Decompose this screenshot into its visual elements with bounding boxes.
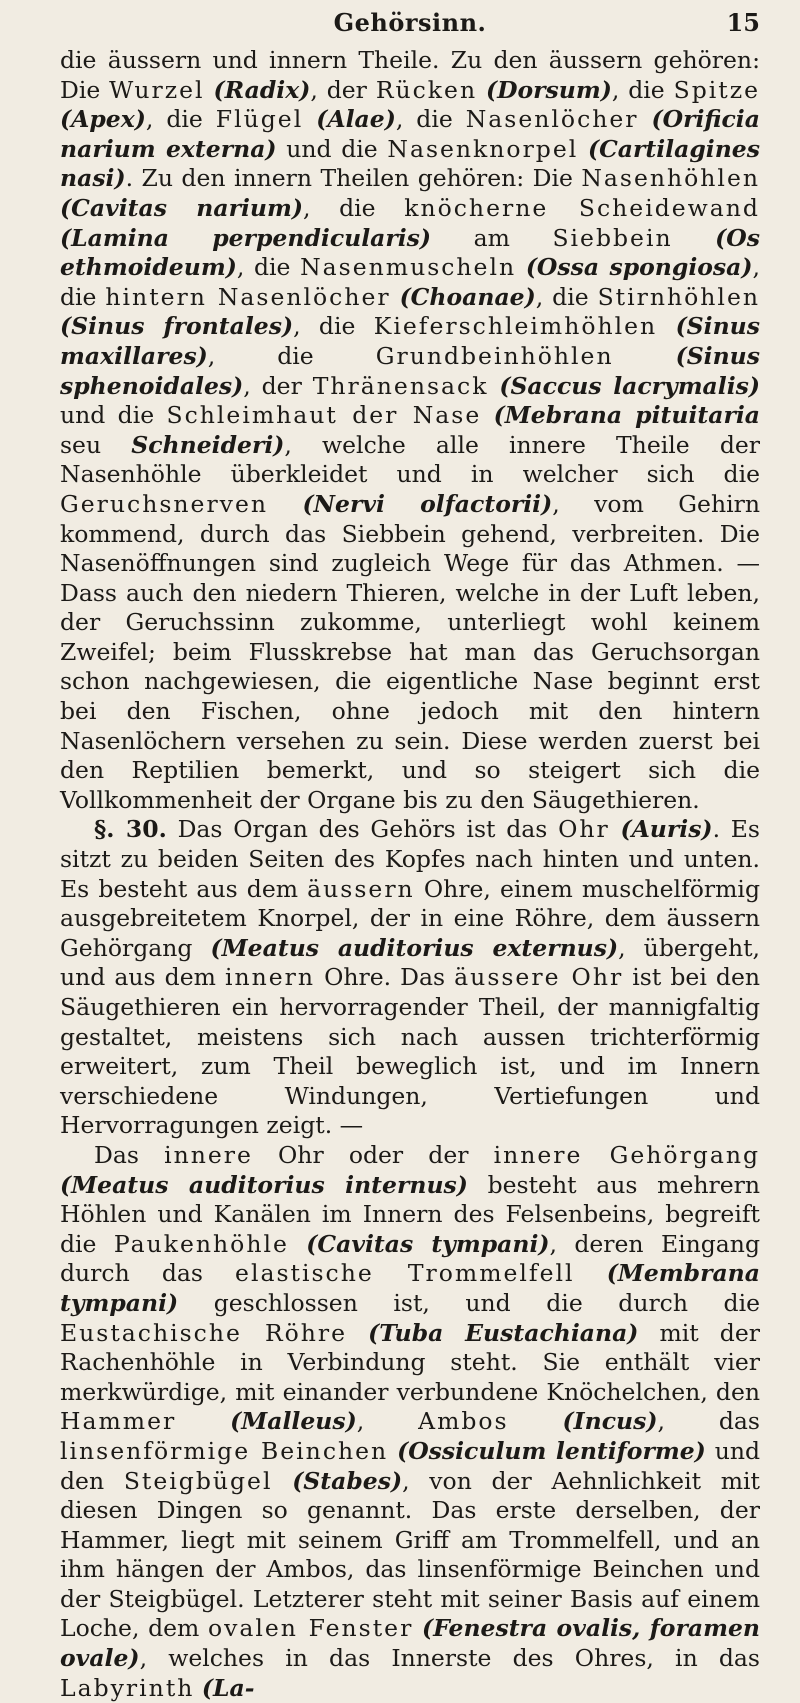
- spaced-term: innern: [224, 963, 316, 992]
- text-run: [303, 105, 316, 133]
- text-run: , die: [535, 282, 598, 311]
- body-text: [60, 46, 760, 1703]
- text-run: [268, 490, 302, 518]
- text-run: , welche alle innere Theile der Nasenhöhle überkleidet und in welcher sich die: [60, 430, 761, 489]
- text-run: [272, 1467, 292, 1495]
- spaced-term: Stirnhöhlen: [597, 282, 760, 311]
- latin-term: (Sinus frontales): [60, 312, 294, 341]
- text-run: [673, 224, 716, 252]
- text-run: , von der Aehnlichkeit mit diesen Dingen so genannt. Das erste derselben, der Hammer, liegt mit seinem Griff am Trommelfell, und an ihm hängen der Ambos, das linsenförmige Beinchen und der Steigbügel. Letzterer steht mit seiner Basis auf einem Loche, dem: [60, 1466, 760, 1643]
- text-run: seu: [60, 430, 132, 459]
- text-run: , die: [60, 253, 760, 311]
- text-run: , der: [243, 371, 313, 400]
- latin-term: (Membrana tympani): [60, 1259, 760, 1317]
- text-run: , die: [611, 75, 674, 104]
- latin-term: (Dorsum): [486, 75, 612, 104]
- spaced-term: innere Gehörgang: [493, 1140, 761, 1169]
- text-run: [176, 1407, 230, 1435]
- latin-term: (Lamina perpendicularis): [60, 223, 432, 252]
- text-run: , die: [395, 105, 466, 134]
- spaced-term: äussere Ohr: [454, 963, 624, 992]
- running-head: Gehörsinn.: [333, 8, 487, 37]
- text-run: . Zu den innern Theilen gehören: Die: [125, 164, 582, 193]
- latin-term: (Fenestra ovalis, foramen ovale): [60, 1614, 760, 1673]
- spaced-term: ovalen Fenster: [207, 1614, 414, 1643]
- latin-term: (Apex): [60, 105, 146, 134]
- spaced-term: Nasenknorpel: [387, 134, 579, 163]
- text-run: besteht aus mehrern Höhlen und Kanälen im Innern des Felsenbeins, begreift die: [60, 1170, 761, 1258]
- text-run: [477, 76, 486, 104]
- latin-term: (Mebrana pituitaria: [493, 401, 760, 430]
- latin-term: (Ossiculum lentiforme): [397, 1436, 706, 1465]
- text-run: Das: [94, 1140, 165, 1169]
- latin-term: (Radix): [213, 75, 311, 104]
- latin-term: (Orificia narium externa): [60, 105, 760, 163]
- text-run: am: [431, 223, 553, 252]
- text-run: , die: [303, 193, 405, 222]
- text-run: , deren Eingang durch das: [60, 1229, 760, 1288]
- spaced-term: Steigbügel: [123, 1466, 273, 1495]
- latin-term: (Cartilagines nasi): [60, 134, 760, 193]
- latin-term: (Incus): [562, 1407, 658, 1436]
- text-run: [578, 135, 588, 163]
- spaced-term: elastische Trommelfell: [235, 1259, 575, 1288]
- spaced-term: Ohr: [558, 815, 610, 844]
- page-header: [60, 8, 760, 42]
- text-run: geschlossen ist, und die durch die: [178, 1288, 760, 1317]
- text-run: , die: [207, 341, 376, 370]
- text-run: ,: [356, 1407, 419, 1436]
- spaced-term: innere: [164, 1140, 253, 1169]
- text-run: [614, 342, 676, 370]
- latin-term: (Sinus maxillares): [60, 312, 760, 370]
- spaced-term: Wurzel: [109, 75, 205, 104]
- latin-term: (Meatus auditorius internus): [60, 1170, 468, 1199]
- text-run: Ohr oder der: [252, 1140, 494, 1169]
- text-run: und die: [276, 134, 388, 163]
- text-run: [509, 1407, 563, 1435]
- latin-term: (Stabes): [292, 1466, 403, 1495]
- spaced-term: Paukenhöhle: [113, 1229, 289, 1258]
- latin-term: (Sinus sphenoidales): [60, 341, 760, 400]
- latin-term: (Auris): [620, 815, 713, 844]
- spaced-term: äussern: [307, 874, 415, 903]
- text-run: [481, 401, 493, 429]
- spaced-term: Rücken: [375, 75, 478, 104]
- spaced-term: hintern Nasenlöcher: [105, 282, 391, 311]
- latin-term: (Nervi olfactorii): [302, 489, 553, 518]
- paragraph: [60, 1141, 760, 1703]
- spaced-term: Spitze: [673, 75, 760, 104]
- text-run: , das: [657, 1407, 760, 1436]
- text-run: [388, 1437, 397, 1465]
- text-run: ist bei den Säugethieren ein hervorragender Theil, der mannigfaltig gestaltet, meistens sich nach aussen trichterförmig erweitert, zum Theil beweglich ist, und im Innern verschiedene Windungen, Vertiefungen und Hervorragungen zeigt. —: [60, 963, 760, 1140]
- spaced-term: Nasenmuscheln: [300, 253, 517, 282]
- text-run: , übergeht, und aus dem: [60, 933, 761, 992]
- latin-term: (Os ethmoideum): [60, 223, 760, 282]
- latin-term: (Saccus lacrymalis): [499, 371, 760, 400]
- text-run: und die: [60, 401, 167, 430]
- spaced-term: Hammer: [60, 1407, 177, 1436]
- spaced-term: Kieferschleimhöhlen: [373, 312, 658, 341]
- text-run: [347, 1319, 368, 1347]
- text-run: , die: [236, 253, 301, 282]
- spaced-term: Ambos: [418, 1407, 509, 1436]
- spaced-term: knöcherne Scheidewand: [404, 193, 760, 222]
- text-run: mit der Rachenhöhle in Verbindung steht. Sie enthält vier merkwürdige, mit einander verbundene Knöchelchen, den: [60, 1318, 760, 1406]
- text-run: [516, 253, 526, 281]
- text-run: [413, 1614, 422, 1642]
- latin-term: (Malleus): [230, 1407, 357, 1436]
- spaced-term: Geruchsnerven: [60, 489, 268, 518]
- spaced-term: linsenförmige Beinchen: [60, 1436, 389, 1465]
- text-run: , die: [293, 312, 374, 341]
- text-run: , die: [145, 105, 216, 134]
- latin-term: (Tuba Eustachiana): [368, 1318, 639, 1347]
- spaced-term: Nasenlöcher: [465, 105, 639, 134]
- spaced-term: Eustachische Röhre: [60, 1318, 348, 1347]
- text-run: [575, 1259, 607, 1287]
- text-run: [391, 283, 400, 311]
- section-number: §. 30.: [94, 815, 167, 844]
- text-run: und den: [60, 1436, 761, 1495]
- page-number: 15: [726, 8, 760, 37]
- text-run: Das Organ des Gehörs ist das: [166, 815, 559, 844]
- latin-term: (Alae): [316, 105, 396, 134]
- spaced-term: Labyrinth: [60, 1673, 195, 1702]
- spaced-term: Flügel: [215, 105, 304, 134]
- paragraph: [60, 815, 760, 1141]
- text-run: , der: [310, 75, 376, 104]
- text-run: [657, 312, 675, 340]
- spaced-term: Thränensack: [312, 371, 489, 400]
- latin-term: Schneideri): [131, 430, 285, 459]
- spaced-term: Siebbein: [552, 223, 673, 252]
- text-run: [488, 372, 499, 400]
- text-run: [289, 1230, 306, 1258]
- latin-term: (La-: [201, 1673, 255, 1702]
- text-run: . Es sitzt zu beiden Seiten des Kopfes nach hinten und unten. Es besteht aus dem: [60, 815, 760, 903]
- text-run: Ohre. Das: [315, 963, 455, 992]
- latin-term: (Ossa spongiosa): [525, 253, 753, 282]
- text-run: [194, 1674, 201, 1702]
- paragraph: [60, 46, 760, 815]
- text-run: [639, 105, 652, 133]
- text-run: , vom Gehirn kommend, durch das Siebbein gehend, verbreiten. Die Nasenöffnungen sind zugleich Wege für das Athmen. — Dass auch den niedern Thieren, welche in der Luft leben, der Geruchssinn zukomme, unterliegt wohl keinem Zweifel; beim Flusskrebse hat man das Geruchsorgan schon nachgewiesen, die eigentliche Nase beginnt erst bei den Fischen, ohne jedoch mit den hintern Nasenlöchern versehen zu sein. Diese werden zuerst bei den Reptilien bemerkt, und so steigert sich die Vollkommenheit der Organe bis zu den Säugethieren.: [60, 489, 760, 814]
- latin-term: (Meatus auditorius externus): [210, 933, 619, 962]
- spaced-term: Grundbeinhöhlen: [375, 341, 614, 370]
- latin-term: (Cavitas tympani): [306, 1229, 550, 1258]
- text-run: die äussern und innern Theile. Zu den äussern gehören: Die: [60, 46, 760, 104]
- latin-term: (Choanae): [399, 282, 536, 311]
- text-run: Ohre, einem muschelförmig ausgebreitetem Knorpel, der in eine Röhre, dem äussern Gehörgang: [60, 874, 760, 962]
- text-run: , welches in das Innerste des Ohres, in das: [139, 1644, 760, 1673]
- spaced-term: Nasenhöhlen: [581, 164, 760, 193]
- spaced-term: Schleimhaut der Nase: [166, 401, 482, 430]
- latin-term: (Cavitas narium): [60, 193, 303, 222]
- text-run: [610, 815, 621, 843]
